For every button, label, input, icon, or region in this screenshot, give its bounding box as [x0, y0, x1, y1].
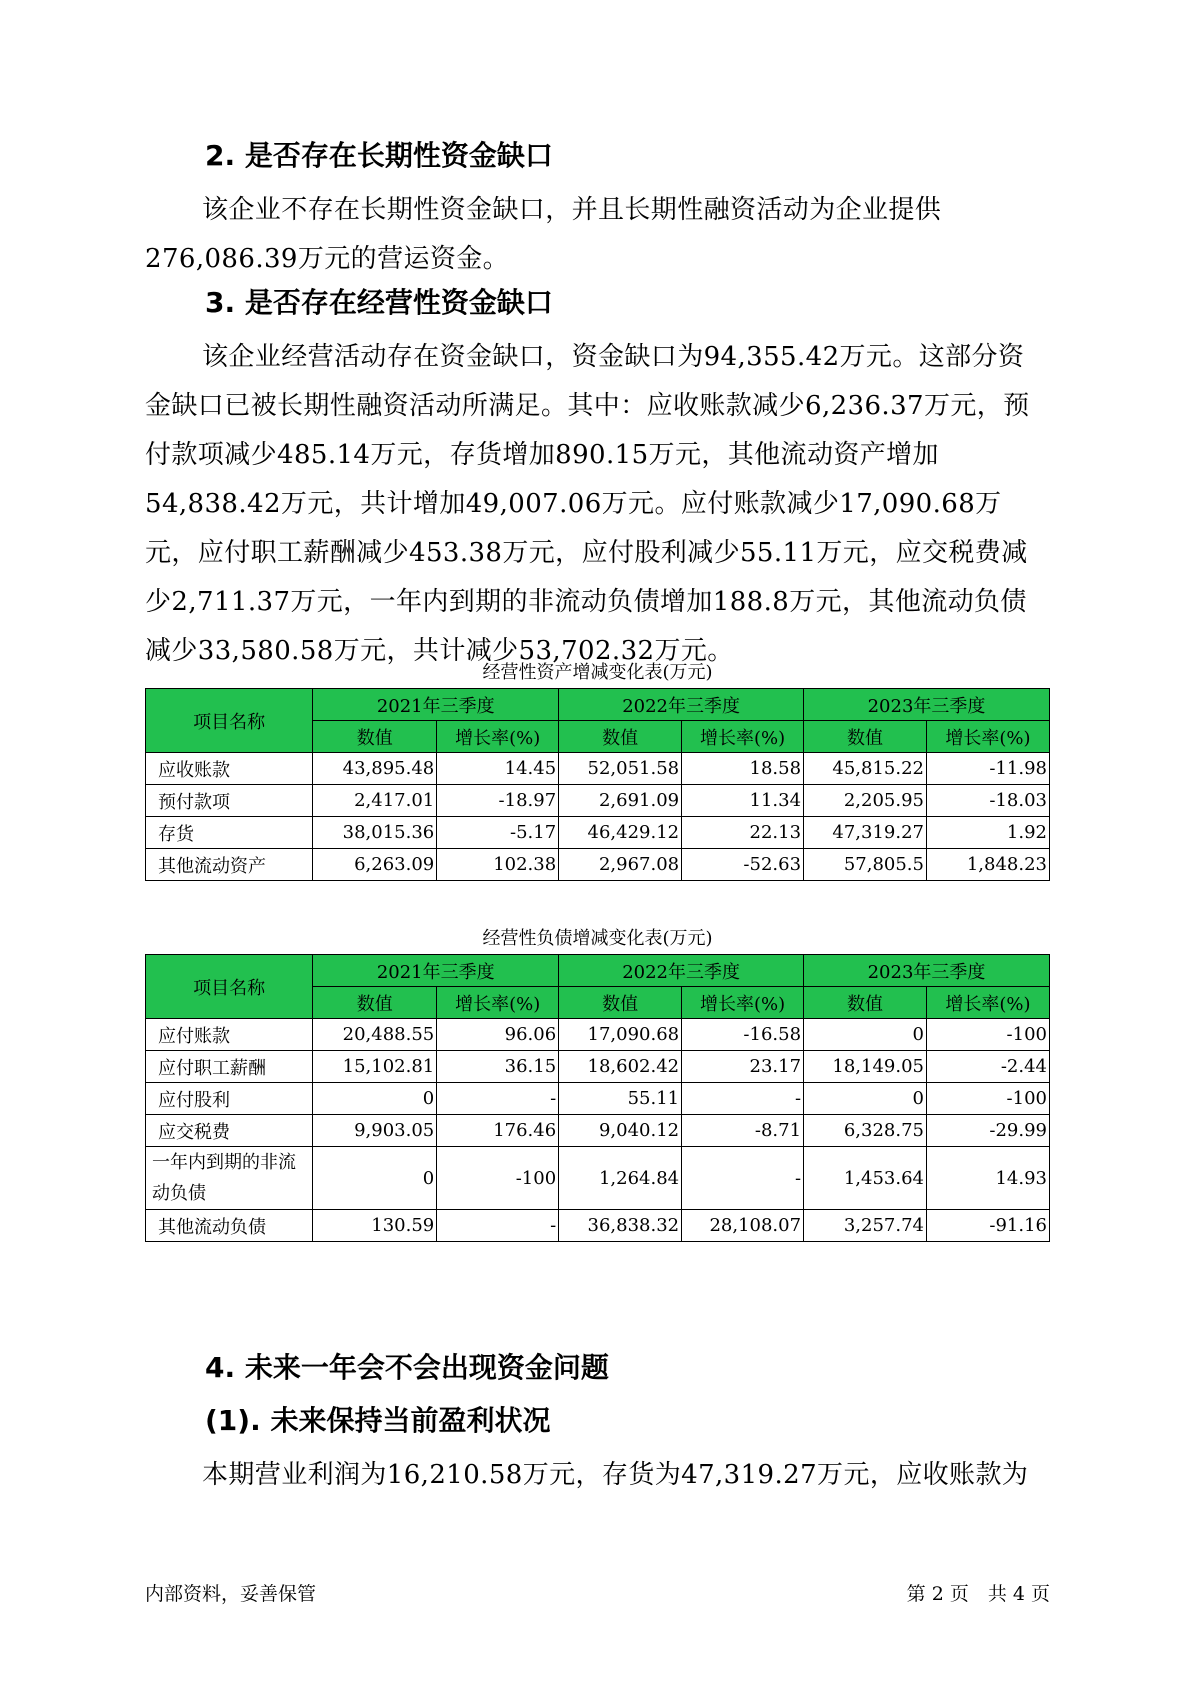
growth-cell: 14.93 [926, 1147, 1049, 1210]
growth-cell: -16.58 [682, 1019, 804, 1051]
growth-cell: -5.17 [437, 817, 559, 849]
growth-cell: 1,848.23 [926, 849, 1049, 881]
header-period: 2023年三季度 [804, 955, 1050, 987]
operating-assets-table [145, 688, 1050, 881]
growth-cell: - [682, 1083, 804, 1115]
header-growth: 增长率(%) [437, 987, 559, 1019]
value-cell: 0 [804, 1083, 927, 1115]
table-row [146, 849, 1050, 881]
value-cell: 0 [313, 1083, 437, 1115]
growth-cell: 11.34 [682, 785, 804, 817]
header-growth: 增长率(%) [437, 721, 559, 753]
table-1-caption: 经营性资产增减变化表(万元) [482, 662, 713, 683]
header-value: 数值 [804, 721, 927, 753]
table-row [146, 1147, 1050, 1210]
header-period: 2022年三季度 [559, 689, 804, 721]
growth-cell: -100 [926, 1019, 1049, 1051]
growth-cell: - [437, 1210, 559, 1242]
row-label: 应付账款 [146, 1019, 313, 1051]
header-period: 2022年三季度 [559, 955, 804, 987]
value-cell: 2,967.08 [559, 849, 682, 881]
table-row [146, 1210, 1050, 1242]
growth-cell: -18.97 [437, 785, 559, 817]
value-cell: 55.11 [559, 1083, 682, 1115]
value-cell: 1,264.84 [559, 1147, 682, 1210]
header-value: 数值 [313, 987, 437, 1019]
header-value: 数值 [313, 721, 437, 753]
row-label: 其他流动负债 [146, 1210, 313, 1242]
header-period: 2021年三季度 [313, 689, 559, 721]
growth-cell: -29.99 [926, 1115, 1049, 1147]
growth-cell: 36.15 [437, 1051, 559, 1083]
row-label: 预付款项 [146, 785, 313, 817]
growth-cell: 176.46 [437, 1115, 559, 1147]
table-row [146, 785, 1050, 817]
table-row [146, 1115, 1050, 1147]
header-growth: 增长率(%) [682, 721, 804, 753]
growth-cell: 23.17 [682, 1051, 804, 1083]
growth-cell: -11.98 [926, 753, 1049, 785]
section-4-paragraph: 本期营业利润为16,210.58万元，存货为47,319.27万元，应收账款为 [202, 1460, 1029, 1490]
table-row [146, 1051, 1050, 1083]
row-label: 应付股利 [146, 1083, 313, 1115]
growth-cell: -91.16 [926, 1210, 1049, 1242]
header-period: 2023年三季度 [804, 689, 1050, 721]
growth-cell: -100 [926, 1083, 1049, 1115]
table-row [146, 753, 1050, 785]
table-2-caption: 经营性负债增减变化表(万元) [482, 928, 713, 949]
value-cell: 18,149.05 [804, 1051, 927, 1083]
growth-cell: 96.06 [437, 1019, 559, 1051]
growth-cell: 14.45 [437, 753, 559, 785]
growth-cell: - [682, 1147, 804, 1210]
value-cell: 52,051.58 [559, 753, 682, 785]
value-cell: 9,040.12 [559, 1115, 682, 1147]
row-label: 应付职工薪酬 [146, 1051, 313, 1083]
section-3-title: 3. 是否存在经营性资金缺口 [205, 286, 553, 319]
growth-cell: 102.38 [437, 849, 559, 881]
header-growth: 增长率(%) [926, 721, 1049, 753]
growth-cell: -52.63 [682, 849, 804, 881]
footer-confidential-note: 内部资料，妥善保管 [145, 1583, 317, 1605]
section-4-subtitle: (1). 未来保持当前盈利状况 [205, 1404, 551, 1437]
header-value: 数值 [804, 987, 927, 1019]
value-cell: 20,488.55 [313, 1019, 437, 1051]
value-cell: 6,263.09 [313, 849, 437, 881]
value-cell: 15,102.81 [313, 1051, 437, 1083]
value-cell: 38,015.36 [313, 817, 437, 849]
value-cell: 9,903.05 [313, 1115, 437, 1147]
value-cell: 0 [804, 1019, 927, 1051]
footer-page-number: 第 2 页 共 4 页 [906, 1583, 1050, 1605]
growth-cell: 18.58 [682, 753, 804, 785]
row-label: 存货 [146, 817, 313, 849]
growth-cell: 22.13 [682, 817, 804, 849]
table-row [146, 1019, 1050, 1051]
value-cell: 0 [313, 1147, 437, 1210]
growth-cell: 1.92 [926, 817, 1049, 849]
value-cell: 36,838.32 [559, 1210, 682, 1242]
row-label: 应收账款 [146, 753, 313, 785]
section-3-paragraph: 该企业经营活动存在资金缺口，资金缺口为94,355.42万元。这部分资金缺口已被长期性融资活动所满足。其中：应收账款减少6,236.37万元，预付款项减少485.14万元，存货增加890.15万元，其他流动资产增加54,838.42万元，共计增加49,007.06万元。应付账款减少17,090.68万元，应付职工薪酬减少453.38万元，应付股利减少55.11万元，应交税费减少2,711.37万元，一年内到期的非流动负债增加188.8万元，其他流动负债减少33,580.58万元，共计减少53,702.32万元。 [145, 342, 1030, 666]
value-cell: 45,815.22 [804, 753, 927, 785]
section-2-title: 2. 是否存在长期性资金缺口 [205, 139, 553, 172]
growth-cell: -18.03 [926, 785, 1049, 817]
value-cell: 2,417.01 [313, 785, 437, 817]
table-row [146, 817, 1050, 849]
header-value: 数值 [559, 987, 682, 1019]
growth-cell: -8.71 [682, 1115, 804, 1147]
row-label: 应交税费 [146, 1115, 313, 1147]
value-cell: 2,205.95 [804, 785, 927, 817]
growth-cell: 28,108.07 [682, 1210, 804, 1242]
value-cell: 2,691.09 [559, 785, 682, 817]
header-item-name: 项目名称 [146, 955, 313, 1019]
header-growth: 增长率(%) [926, 987, 1049, 1019]
header-period: 2021年三季度 [313, 955, 559, 987]
value-cell: 17,090.68 [559, 1019, 682, 1051]
value-cell: 57,805.5 [804, 849, 927, 881]
value-cell: 130.59 [313, 1210, 437, 1242]
section-4-title: 4. 未来一年会不会出现资金问题 [205, 1351, 609, 1384]
operating-liabilities-table [145, 954, 1050, 1242]
value-cell: 43,895.48 [313, 753, 437, 785]
header-growth: 增长率(%) [682, 987, 804, 1019]
value-cell: 46,429.12 [559, 817, 682, 849]
value-cell: 3,257.74 [804, 1210, 927, 1242]
row-label: 其他流动资产 [146, 849, 313, 881]
header-item-name: 项目名称 [146, 689, 313, 753]
section-2-paragraph: 该企业不存在长期性资金缺口，并且长期性融资活动为企业提供276,086.39万元的营运资金。 [145, 195, 942, 274]
growth-cell: -100 [437, 1147, 559, 1210]
header-value: 数值 [559, 721, 682, 753]
value-cell: 47,319.27 [804, 817, 927, 849]
value-cell: 6,328.75 [804, 1115, 927, 1147]
value-cell: 1,453.64 [804, 1147, 927, 1210]
row-label: 一年内到期的非流动负债 [146, 1147, 313, 1210]
table-row [146, 1083, 1050, 1115]
value-cell: 18,602.42 [559, 1051, 682, 1083]
growth-cell: - [437, 1083, 559, 1115]
growth-cell: -2.44 [926, 1051, 1049, 1083]
